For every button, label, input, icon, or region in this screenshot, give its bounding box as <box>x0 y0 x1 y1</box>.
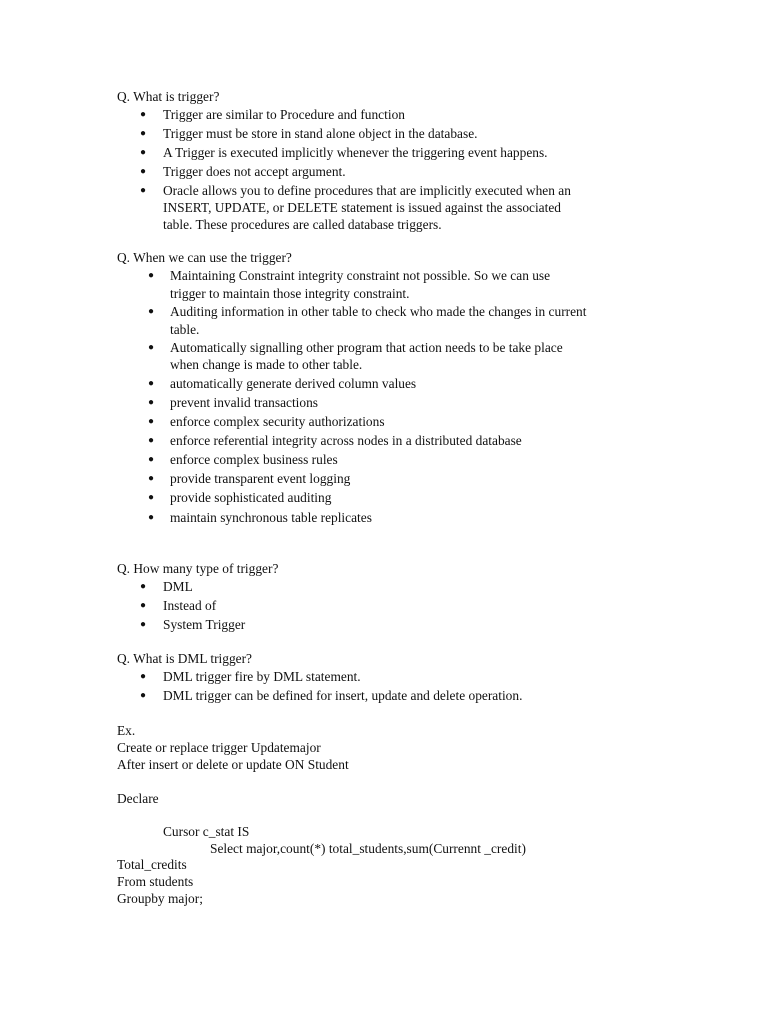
bullet-text: DML trigger fire by DML statement. <box>163 669 361 684</box>
bullet-text: Trigger does not accept argument. <box>163 164 346 179</box>
bullet-icon: ● <box>148 492 155 503</box>
code-line: Create or replace trigger Updatemajor <box>117 740 321 755</box>
bullet-text-continued: INSERT, UPDATE, or DELETE statement is issued against the associated <box>163 200 561 215</box>
code-line: Groupby major; <box>117 891 203 906</box>
question-what-is-trigger: Q. What is trigger? <box>117 89 220 104</box>
bullet-text: enforce referential integrity across nodes in a distributed database <box>170 433 522 448</box>
bullet-icon: ● <box>148 416 155 427</box>
bullet-text-continued: table. <box>170 322 200 337</box>
code-line: From students <box>117 874 194 889</box>
bullet-icon: ● <box>140 185 147 196</box>
bullet-icon: ● <box>148 378 155 389</box>
bullet-text: Oracle allows you to define procedures that are implicitly executed when an <box>163 183 571 198</box>
bullet-icon: ● <box>140 690 147 701</box>
bullet-text: automatically generate derived column values <box>170 376 417 391</box>
bullet-text: prevent invalid transactions <box>170 395 318 410</box>
bullet-text: Trigger must be store in stand alone object in the database. <box>163 126 478 141</box>
question-when-use-trigger: Q. When we can use the trigger? <box>117 250 292 265</box>
question-what-is-dml-trigger: Q. What is DML trigger? <box>117 651 252 666</box>
bullet-text: maintain synchronous table replicates <box>170 510 372 525</box>
bullet-icon: ● <box>140 128 147 139</box>
code-line: Total_credits <box>117 857 187 872</box>
bullet-text: provide transparent event logging <box>170 471 351 486</box>
bullet-text: provide sophisticated auditing <box>170 490 332 505</box>
bullet-icon: ● <box>140 619 147 630</box>
bullet-text: DML trigger can be defined for insert, update and delete operation. <box>163 688 523 703</box>
bullet-icon: ● <box>148 270 155 281</box>
bullet-icon: ● <box>140 147 147 158</box>
bullet-text-continued: table. These procedures are called database triggers. <box>163 217 442 232</box>
bullet-icon: ● <box>148 397 155 408</box>
bullet-text: Maintaining Constraint integrity constraint not possible. So we can use <box>170 268 551 283</box>
bullet-icon: ● <box>140 109 147 120</box>
code-line: Declare <box>117 791 159 806</box>
bullet-text: A Trigger is executed implicitly whenever the triggering event happens. <box>163 145 548 160</box>
bullet-icon: ● <box>140 581 147 592</box>
bullet-icon: ● <box>140 671 147 682</box>
bullet-text: DML <box>163 579 193 594</box>
bullet-icon: ● <box>148 435 155 446</box>
bullet-text: enforce complex security authorizations <box>170 414 385 429</box>
bullet-icon: ● <box>148 342 155 353</box>
bullet-text: Auditing information in other table to check who made the changes in current <box>170 304 587 319</box>
bullet-icon: ● <box>140 166 147 177</box>
bullet-text: Trigger are similar to Procedure and function <box>163 107 405 122</box>
bullet-text: enforce complex business rules <box>170 452 338 467</box>
bullet-text: Automatically signalling other program that action needs to be take place <box>170 340 563 355</box>
bullet-icon: ● <box>140 600 147 611</box>
example-label: Ex. <box>117 723 136 738</box>
bullet-text-continued: trigger to maintain those integrity constraint. <box>170 286 410 301</box>
bullet-text: System Trigger <box>163 617 246 632</box>
bullet-icon: ● <box>148 306 155 317</box>
question-how-many-types: Q. How many type of trigger? <box>117 561 279 576</box>
bullet-icon: ● <box>148 512 155 523</box>
bullet-text: Instead of <box>163 598 217 613</box>
code-line: After insert or delete or update ON Student <box>117 757 349 772</box>
code-line: Select major,count(*) total_students,sum(Currennt _credit) <box>210 841 526 856</box>
bullet-text-continued: when change is made to other table. <box>170 357 363 372</box>
bullet-icon: ● <box>148 454 155 465</box>
code-line: Cursor c_stat IS <box>163 824 250 839</box>
bullet-icon: ● <box>148 473 155 484</box>
